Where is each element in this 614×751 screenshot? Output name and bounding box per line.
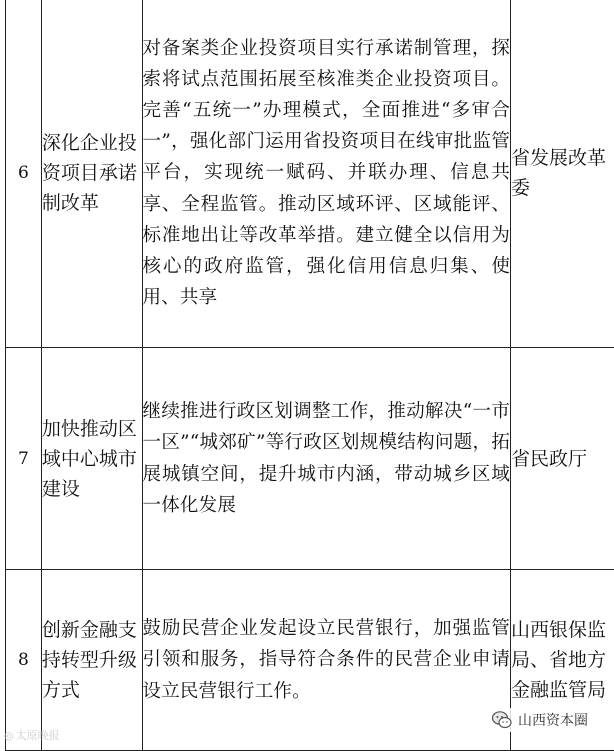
task-name: 深化企业投资项目承诺制改革 (41, 0, 142, 348)
responsible-department: 省发展改革委 (511, 0, 614, 348)
account-name: 山西资本圈 (518, 710, 588, 730)
row-number: 8 (6, 570, 42, 751)
row-number: 7 (6, 348, 42, 570)
task-name: 创新金融支持转型升级方式 (41, 570, 142, 751)
table-row (6, 348, 614, 570)
table-row (6, 0, 614, 348)
task-name: 加快推动区域中心城市建设 (41, 348, 142, 570)
task-description: 继续推进行政区划调整工作，推动解决“一市一区”“城郊矿”等行政区划规模结构问题，拓展城镇空间，提升城市内涵，带动城乡区域一体化发展 (142, 348, 511, 570)
responsible-department: 山西银保监局、省地方金融监管局 (511, 570, 614, 751)
task-description: 鼓励民营企业发起设立民营银行，加强监管引领和服务，指导符合条件的民营企业申请设立民营银行工作。 (142, 570, 511, 751)
responsible-department: 省民政厅 (511, 348, 614, 570)
source-watermark-text: 太原晚报 (16, 727, 60, 743)
source-watermark (4, 727, 60, 743)
weibo-logo-icon: ◎ (4, 729, 14, 742)
reform-task-table (5, 0, 614, 751)
wechat-icon (491, 709, 513, 731)
task-description: 对备案类企业投资项目实行承诺制管理，探索将试点范围拓展至核准类企业投资项目。完善“五统一”办理模式，全面推进“多审合一”，强化部门运用省投资项目在线审批监管平台，实现统一赋码、并联办理、信息共享、全程监管。推动区域环评、区域能评、标准地出让等改革举措。建立健全以信用为核心的政府监管，强化信用信息归集、使用、共享 (142, 0, 511, 348)
row-number: 6 (6, 0, 42, 348)
account-watermark (485, 708, 594, 732)
